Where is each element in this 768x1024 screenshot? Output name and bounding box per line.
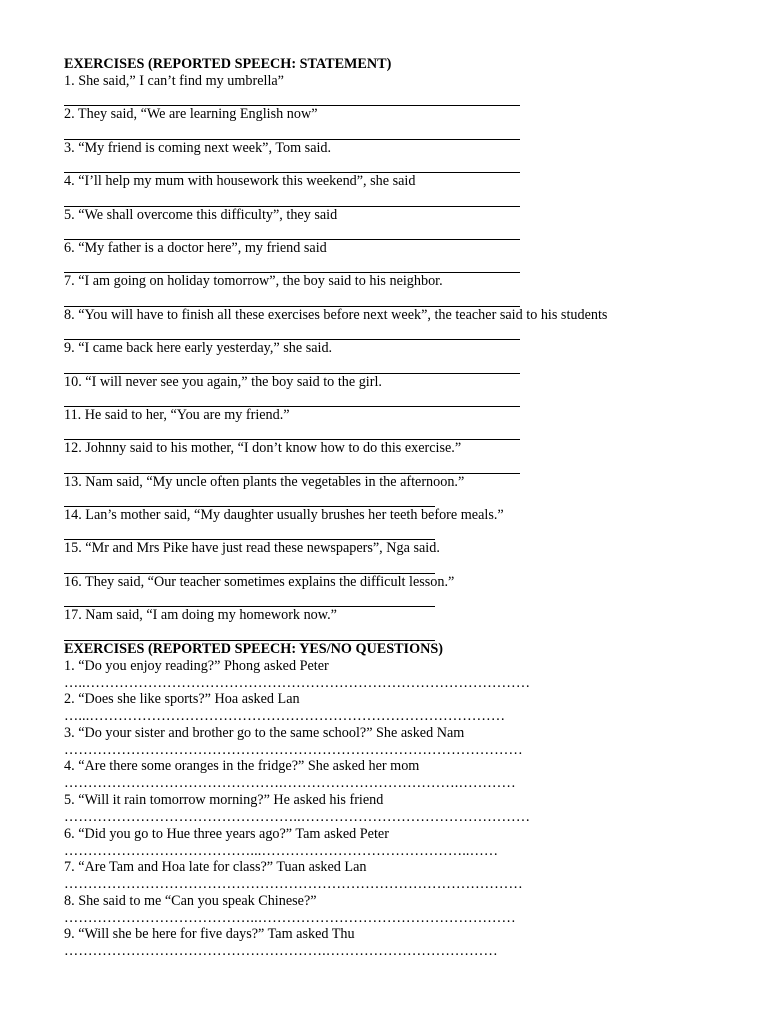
question-text: 1. She said,” I can’t find my umbrella” <box>64 73 284 89</box>
dotted-answer-line: ……………………………………….……………………………….………… <box>64 775 516 792</box>
question-text: 16. They said, “Our teacher sometimes explains the difficult lesson.” <box>64 573 455 590</box>
question-text: 5. “Will it rain tomorrow morning?” He asked his friend <box>64 792 384 809</box>
answer-line <box>64 357 520 373</box>
exercise-item <box>64 474 704 507</box>
answer-line <box>64 524 435 540</box>
exercise-item <box>64 273 704 306</box>
question-text: 7. “I am going on holiday tomorrow”, the boy said to his neighbor. <box>64 273 443 290</box>
answer-line <box>64 491 435 507</box>
dotted-answer-line: …………………………………...……………………………………..…… <box>64 842 499 859</box>
question-text: 8. She said to me “Can you speak Chinese?” <box>64 892 317 909</box>
answer-line <box>64 557 435 573</box>
exercise-item <box>64 73 704 106</box>
answer-line <box>64 324 520 340</box>
dotted-answer-line: …………………………………………………………………………………… <box>64 876 523 893</box>
worksheet <box>64 56 704 960</box>
question-item <box>64 792 704 826</box>
question-text: 6. “My father is a doctor here”, my friend said <box>64 239 327 256</box>
question-text: 4. “I’ll help my mum with housework this weekend”, she said <box>64 173 416 190</box>
exercise-item <box>64 106 704 139</box>
question-text: 2. “Does she like sports?” Hoa asked Lan <box>64 691 300 708</box>
answer-line <box>64 257 520 273</box>
question-text: 11. He said to her, “You are my friend.” <box>64 406 290 423</box>
question-text: 5. “We shall overcome this difficulty”, they said <box>64 206 338 223</box>
exercise-item <box>64 440 704 473</box>
section-title-yes-no: EXERCISES (REPORTED SPEECH: YES/NO QUESTIONS) <box>64 640 443 657</box>
dotted-answer-line: ……………………………………………….……………………………… <box>64 943 498 960</box>
answer-line <box>64 457 520 473</box>
question-text: 12. Johnny said to his mother, “I don’t know how to do this exercise.” <box>64 440 462 457</box>
question-text: 4. “Are there some oranges in the fridge?” She asked her mom <box>64 758 420 775</box>
exercise-item <box>64 540 704 573</box>
question-text: 2. They said, “We are learning English now” <box>64 106 318 123</box>
answer-line <box>64 157 520 173</box>
question-item <box>64 826 704 860</box>
answer-line <box>64 90 520 106</box>
question-text: 15. “Mr and Mrs Pike have just read these newspapers”, Nga said. <box>64 540 440 557</box>
question-text: 6. “Did you go to Hue three years ago?” Tam asked Peter <box>64 825 389 842</box>
question-text: 7. “Are Tam and Hoa late for class?” Tuan asked Lan <box>64 859 367 876</box>
exercise-item <box>64 340 704 373</box>
question-item <box>64 658 704 692</box>
dotted-answer-line: …………………………………..……………………………………………… <box>64 909 516 926</box>
exercise-item <box>64 173 704 206</box>
question-text: 1. “Do you enjoy reading?” Phong asked Peter <box>64 657 329 674</box>
exercise-item <box>64 507 704 540</box>
question-text: 3. “Do your sister and brother go to the same school?” She asked Nam <box>64 724 465 741</box>
question-text: 9. “Will she be here for five days?” Tam asked Thu <box>64 926 355 943</box>
question-text: 17. Nam said, “I am doing my homework now.” <box>64 607 337 624</box>
exercise-item <box>64 140 704 173</box>
answer-line <box>64 224 520 240</box>
question-text: 14. Lan’s mother said, “My daughter usually brushes her teeth before meals.” <box>64 507 504 524</box>
dotted-answer-line: …………………………………………..………………………………………… <box>64 809 531 826</box>
answer-line <box>64 391 520 407</box>
question-text: 10. “I will never see you again,” the boy said to the girl. <box>64 373 382 390</box>
exercise-item <box>64 374 704 407</box>
question-item <box>64 859 704 893</box>
exercise-item <box>64 574 704 607</box>
exercise-item <box>64 607 704 640</box>
question-text: 13. Nam said, “My uncle often plants the vegetables in the afternoon.” <box>64 473 465 490</box>
section-title-statement: EXERCISES (REPORTED SPEECH: STATEMENT) <box>64 56 392 72</box>
question-item <box>64 725 704 759</box>
exercise-item <box>64 240 704 273</box>
question-item <box>64 691 704 725</box>
exercise-item <box>64 407 704 440</box>
dotted-answer-line: …...…………………………………………………………………………… <box>64 708 506 725</box>
question-item <box>64 758 704 792</box>
exercise-item <box>64 307 704 340</box>
exercise-item <box>64 207 704 240</box>
question-item <box>64 926 704 960</box>
question-text: 8. “You will have to finish all these exercises before next week”, the teacher said to his students <box>64 306 608 323</box>
answer-line <box>64 190 520 206</box>
answer-line <box>64 123 520 139</box>
answer-line <box>64 290 520 306</box>
answer-line <box>64 424 520 440</box>
question-item <box>64 893 704 927</box>
question-text: 3. “My friend is coming next week”, Tom said. <box>64 139 332 156</box>
question-text: 9. “I came back here early yesterday,” she said. <box>64 340 333 357</box>
dotted-answer-line: …………………………………………………………………………………… <box>64 741 523 758</box>
answer-line <box>64 624 435 640</box>
dotted-answer-line: …..………………………………………………………………………………… <box>64 674 531 691</box>
answer-line <box>64 591 435 607</box>
